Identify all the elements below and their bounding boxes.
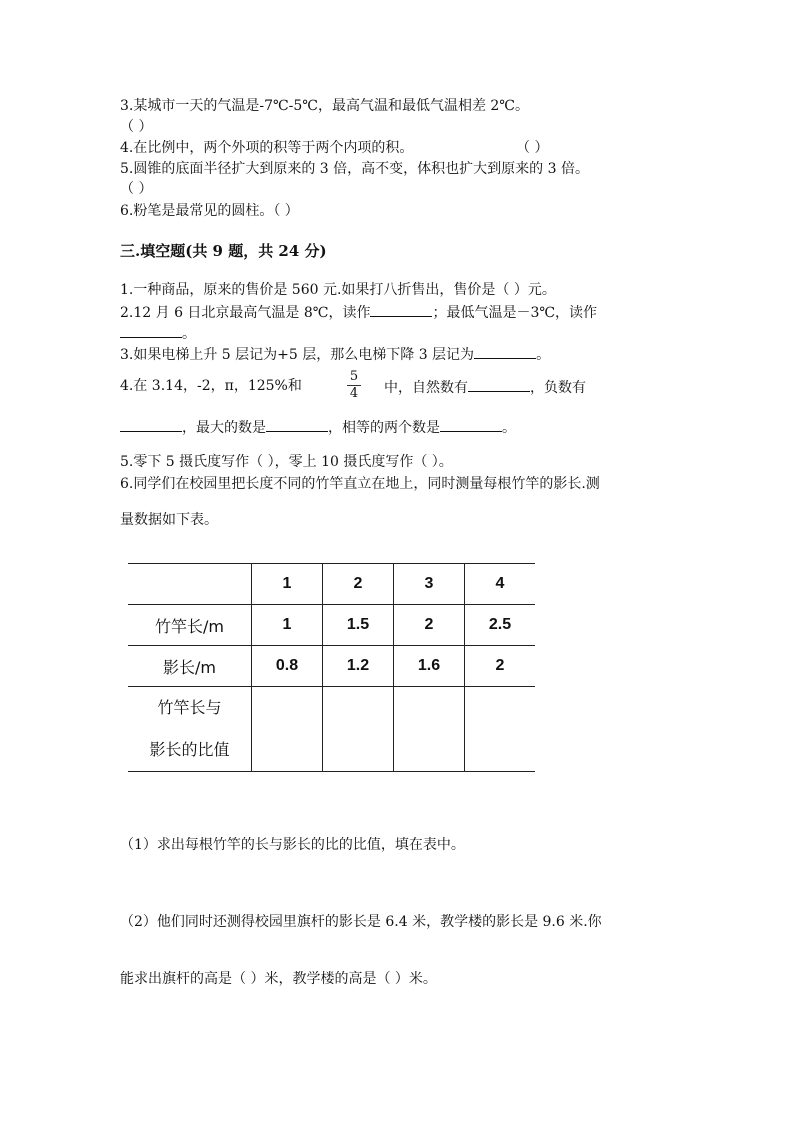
subquestion-2-line2: 能求出旗杆的高是（ ）米，教学楼的高是（ ）米。 [120,971,437,987]
answer-cell[interactable] [465,687,536,772]
fill-q1: 1.一种商品，原来的售价是 560 元.如果打八折售出，售价是（ ）元。 [120,282,556,298]
fill-q4-text-b: 中，自然数有 [384,380,468,396]
answer-cell[interactable] [252,687,323,772]
judgment-q4-answer-paren: （ ） [516,140,549,156]
fill-q4-text-c: ，负数有 [530,380,586,396]
table-cell: 2 [394,605,465,646]
row-label-bamboo-length: 竹竿长/m [128,605,252,646]
answer-blank[interactable] [370,302,432,317]
judgment-q5-line1: 5.圆锥的底面半径扩大到原来的 3 倍，高不变，体积也扩大到原来的 3 倍。 [120,161,589,177]
judgment-q3-line1: 3.某城市一天的气温是-7℃-5℃，最高气温和最低气温相差 2℃。 [120,98,529,114]
table-header-cell: 4 [465,564,536,605]
fill-q2 [120,302,597,322]
fraction-five-fourths [347,369,361,402]
fill-q2-text-c: 。 [182,326,196,342]
table-cell: 1.2 [323,646,394,687]
fill-q3-text-b: 。 [536,347,551,363]
subquestion-2-line1: （2）他们同时还测得校园里旗杆的影长是 6.4 米，教学楼的影长是 9.6 米.你 [120,914,602,930]
table-header-cell: 1 [252,564,323,605]
table-header-row [128,564,535,605]
answer-cell[interactable] [394,687,465,772]
answer-blank[interactable] [468,377,530,392]
fraction-denominator: 4 [349,386,359,401]
answer-blank[interactable] [120,417,182,432]
row-label-ratio [128,687,252,772]
fill-q5: 5.零下 5 摄氏度写作（ ），零上 10 摄氏度写作（ ）。 [120,454,453,470]
answer-blank[interactable] [440,417,502,432]
table-row [128,605,535,646]
section-title-fill-in: 三.填空题(共 9 题，共 24 分) [120,242,327,260]
row-label-ratio-line2: 影长的比值 [149,740,230,759]
table-row [128,646,535,687]
fraction-numerator: 5 [347,369,361,386]
judgment-q5-answer-paren: （ ） [120,181,153,197]
table-header-cell: 3 [394,564,465,605]
fill-q4-text-d: ，最大的数是 [182,420,266,436]
table-cell: 2.5 [465,605,536,646]
judgment-q6: 6.粉笔是最常见的圆柱。（ ） [120,203,299,219]
row-label-ratio-line1: 竹竿长与 [157,698,222,717]
fill-q4-text-f: 。 [502,420,516,436]
fill-q4-text-e: ，相等的两个数是 [328,420,440,436]
judgment-q4 [120,139,413,157]
fill-q6-line2: 量数据如下表。 [120,512,218,528]
table-cell: 2 [465,646,536,687]
fill-q4-line1 [120,377,302,395]
fill-q3 [120,344,550,364]
fill-q4-line2 [120,417,516,437]
fill-q2-text-b: ；最低气温是－3℃，读作 [432,305,598,321]
fill-q4-text-a: 4.在 3.14，-2，π，125%和 [120,378,302,394]
table-corner-cell [128,564,252,605]
fill-q6-line1: 6.同学们在校园里把长度不同的竹竿直立在地上，同时测量每根竹竿的影长.测 [120,476,600,492]
answer-blank[interactable] [474,344,536,359]
judgment-q3-answer-paren: （ ） [120,119,153,135]
table-cell: 1.5 [323,605,394,646]
subquestion-1: （1）求出每根竹竿的长与影长的比的比值，填在表中。 [120,837,465,853]
table-cell: 0.8 [252,646,323,687]
fill-q2-text-a: 2.12 月 6 日北京最高气温是 8℃，读作 [120,305,371,321]
fill-q4-line1-right [384,377,586,397]
table-cell: 1.6 [394,646,465,687]
bamboo-shadow-table [128,563,535,772]
table-row [128,687,535,772]
answer-blank[interactable] [120,323,182,338]
answer-blank[interactable] [266,417,328,432]
table-cell: 1 [252,605,323,646]
fill-q3-text-a: 3.如果电梯上升 5 层记为+5 层，那么电梯下降 3 层记为 [120,347,475,363]
table-header-cell: 2 [323,564,394,605]
fill-q2-cont [120,323,196,343]
judgment-q4-text: 4.在比例中，两个外项的积等于两个内项的积。 [120,140,414,156]
row-label-shadow-length: 影长/m [128,646,252,687]
answer-cell[interactable] [323,687,394,772]
